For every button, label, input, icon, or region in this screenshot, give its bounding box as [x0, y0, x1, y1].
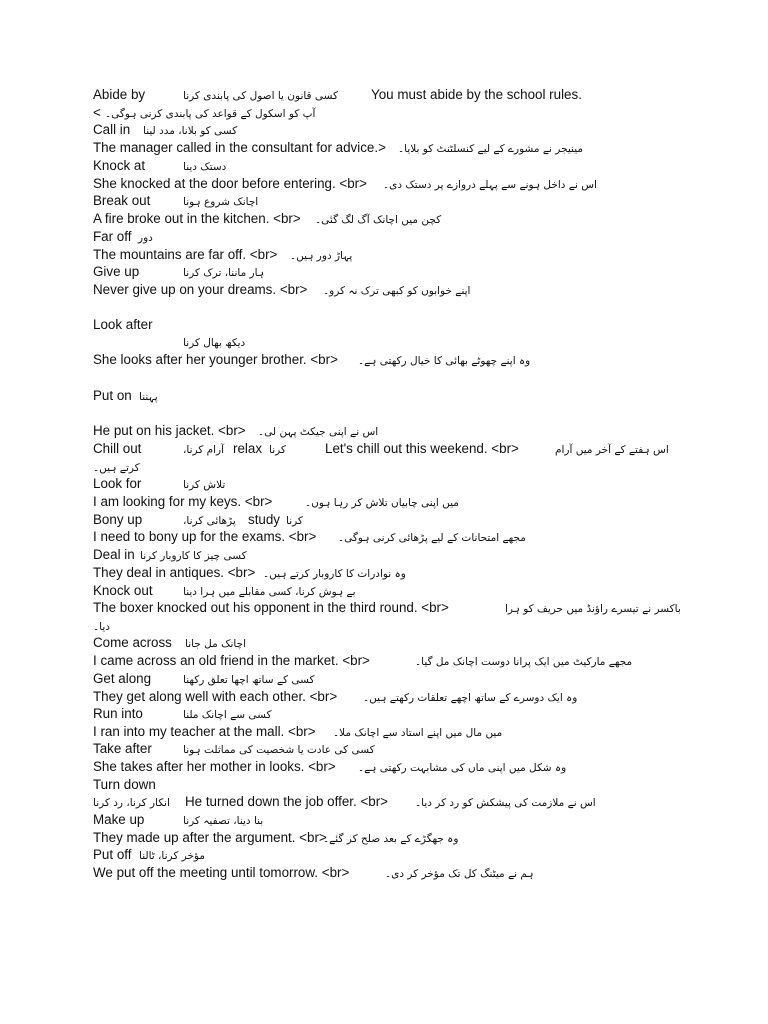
entry-line	[93, 617, 698, 635]
entry-line	[93, 475, 698, 493]
urdu-translation: مینیجر نے مشورے کے لیے کنسلٹنٹ کو بلایا۔	[398, 143, 583, 155]
urdu-translation: پہاڑ دور ہیں۔	[290, 250, 353, 262]
urdu-meaning: کسی کی عادت یا شخصیت کی مماثلت ہونا	[183, 744, 375, 756]
urdu-meaning: پہننا	[139, 391, 158, 403]
entry-line	[93, 723, 698, 741]
urdu-meaning: بے ہوش کرنا، کسی مقابلے میں ہرا دینا	[183, 586, 356, 598]
entry-line	[93, 652, 698, 670]
urdu-translation: اس ہفتے کے آخر میں آرام	[555, 444, 669, 456]
phrasal-verb: Make up	[93, 812, 145, 827]
entry-line	[93, 458, 698, 476]
urdu-meaning: انکار کرنا، رد کرنا	[93, 797, 170, 809]
entry-line	[93, 688, 698, 706]
entry-line	[93, 104, 698, 122]
example-sentence: I am looking for my keys. <br>	[93, 494, 273, 509]
urdu-meaning: مؤخر کرنا، ٹالنا	[139, 850, 205, 862]
example-sentence: The manager called in the consultant for advice.>	[93, 140, 386, 155]
urdu-meaning: تلاش کرنا	[183, 479, 226, 491]
urdu-meaning: دیکھ بھال کرنا	[183, 337, 246, 349]
entry-line	[93, 316, 698, 334]
entry-line	[93, 864, 698, 882]
example-sentence: I need to bony up for the exams. <br>	[93, 529, 317, 544]
entry-line	[93, 811, 698, 829]
urdu-translation: اس نے ملازمت کی پیشکش کو رد کر دیا۔	[415, 797, 596, 809]
example-sentence: They made up after the argument. <br>	[93, 830, 327, 845]
example-sentence: He turned down the job offer. <br>	[185, 794, 388, 809]
entry-line	[93, 281, 698, 299]
phrasal-verb: Knock at	[93, 158, 146, 173]
entry-line	[93, 829, 698, 847]
entry-line	[93, 422, 698, 440]
urdu-meaning: کسی چیز کا کاروبار کرنا	[140, 550, 247, 562]
urdu-translation: باکسر نے تیسرے راؤنڈ میں حریف کو ہرا	[505, 603, 681, 615]
urdu-translation: وہ نوادرات کا کاروبار کرتے ہیں۔	[263, 568, 406, 580]
phrasal-verb: Break out	[93, 193, 151, 208]
entry-line	[93, 493, 698, 511]
example-sentence: A fire broke out in the kitchen. <br>	[93, 211, 301, 226]
example-sentence: He put on his jacket. <br>	[93, 423, 246, 438]
phrasal-verb: Chill out	[93, 441, 142, 456]
entry-line	[93, 511, 698, 529]
urdu-meaning: اچانک شروع ہونا	[183, 196, 259, 208]
phrasal-verb: Give up	[93, 264, 140, 279]
urdu-translation: کچن میں اچانک آگ لگ گئی۔	[315, 214, 442, 226]
example-sentence: She takes after her mother in looks. <br>	[93, 759, 336, 774]
urdu-translation: آپ کو اسکول کے قواعد کی پابندی کرنی ہوگی۔	[105, 108, 316, 120]
entry-line	[93, 246, 698, 264]
example-sentence: They get along well with each other. <br>	[93, 689, 338, 704]
entry-line	[93, 210, 698, 228]
entry-line	[93, 546, 698, 564]
example-sentence: The boxer knocked out his opponent in the third round. <br>	[93, 600, 449, 615]
urdu-meaning-suffix: کرنا	[269, 444, 286, 456]
urdu-translation: وہ اپنے چھوٹے بھائی کا خیال رکھتی ہے۔	[358, 355, 531, 367]
example-sentence: The mountains are far off. <br>	[93, 247, 278, 262]
example-sentence: We put off the meeting until tomorrow. <br>	[93, 865, 350, 880]
entry-line	[93, 175, 698, 193]
urdu-meaning: بنا دینا، تصفیہ کرنا	[183, 815, 264, 827]
entry-line	[93, 528, 698, 546]
phrasal-verb: Put on	[93, 388, 132, 403]
urdu-meaning: کسی قانون یا اصول کی پابندی کرنا	[183, 90, 339, 102]
entry-line	[93, 157, 698, 175]
urdu-meaning: آرام کرنا،	[183, 444, 225, 456]
urdu-translation: مجھے امتحانات کے لیے پڑھائی کرنی ہوگی۔	[338, 532, 526, 544]
entry-line	[93, 564, 698, 582]
entry-line	[93, 705, 698, 723]
urdu-meaning: اچانک مل جانا	[185, 638, 246, 650]
urdu-meaning: دستک دینا	[183, 161, 227, 173]
urdu-meaning: ہار ماننا، ترک کرنا	[183, 267, 264, 279]
entry-line	[93, 121, 698, 139]
entry-line	[93, 228, 698, 246]
entry-line	[93, 793, 698, 811]
urdu-translation: وہ شکل میں اپنی ماں کی مشابہت رکھتی ہے۔	[358, 762, 567, 774]
entry-line	[93, 333, 698, 351]
urdu-translation: وہ ایک دوسرے کے ساتھ اچھے تعلقات رکھتے ہیں۔	[363, 692, 578, 704]
entry-line	[93, 387, 698, 405]
entry-line	[93, 192, 698, 210]
example-sentence: I ran into my teacher at the mall. <br>	[93, 724, 316, 739]
entry-line	[93, 582, 698, 600]
urdu-meaning: پڑھائی کرنا،	[183, 515, 236, 527]
entry-line	[93, 740, 698, 758]
example-sentence: I came across an old friend in the market. <br>	[93, 653, 370, 668]
urdu-translation-cont: دیا۔	[93, 621, 110, 633]
phrasal-verb: Knock out	[93, 583, 153, 598]
entry-line	[93, 440, 698, 458]
entry-line	[93, 670, 698, 688]
phrasal-verb: Abide by	[93, 87, 146, 102]
urdu-meaning: دور	[138, 232, 153, 244]
entry-line	[93, 846, 698, 864]
entry-line	[93, 263, 698, 281]
urdu-translation: وہ جھگڑے کے بعد صلح کر گئے۔	[323, 833, 459, 845]
entry-line	[93, 634, 698, 652]
phrasal-verb: Get along	[93, 671, 152, 686]
phrasal-verb: Far off	[93, 229, 132, 244]
phrasal-verb: Deal in	[93, 547, 135, 562]
urdu-translation: مجھے مارکیٹ میں ایک پرانا دوست اچانک مل گیا۔	[415, 656, 633, 668]
example-sentence: Never give up on your dreams. <br>	[93, 282, 308, 297]
urdu-translation: اپنے خوابوں کو کبھی ترک نہ کرو۔	[323, 285, 471, 297]
entry-line	[93, 351, 698, 369]
urdu-translation: اس نے اپنی جیکٹ پہن لی۔	[258, 426, 379, 438]
entry-line	[93, 139, 698, 157]
phrasal-verb: Run into	[93, 706, 143, 721]
entry-line	[93, 86, 698, 104]
phrasal-verb: Bony up	[93, 512, 143, 527]
phrasal-verb: Call in	[93, 122, 131, 137]
example-sentence: They deal in antiques. <br>	[93, 565, 256, 580]
english-gloss: relax	[233, 441, 263, 456]
example-sentence: She looks after her younger brother. <br>	[93, 352, 338, 367]
urdu-translation-cont: کرتے ہیں۔	[93, 462, 140, 474]
urdu-meaning: کسی کو بلانا، مدد لینا	[143, 125, 238, 137]
trailing-symbol: <	[93, 105, 101, 120]
example-sentence: You must abide by the school rules.	[371, 87, 582, 102]
urdu-translation: میں مال میں اپنے استاد سے اچانک ملا۔	[333, 727, 503, 739]
english-gloss: study	[248, 512, 281, 527]
urdu-meaning: کسی سے اچانک ملنا	[183, 709, 272, 721]
phrasal-verb: Take after	[93, 741, 152, 756]
phrasal-verb: Come across	[93, 635, 172, 650]
phrasal-verb: Turn down	[93, 777, 156, 792]
example-sentence: Let's chill out this weekend. <br>	[325, 441, 519, 456]
entry-line	[93, 599, 698, 617]
urdu-translation: میں اپنی چابیاں تلاش کر رہا ہوں۔	[305, 497, 459, 509]
entry-line	[93, 776, 698, 794]
phrasal-verb: Look for	[93, 476, 142, 491]
urdu-translation: اس نے داخل ہونے سے پہلے دروازے پر دستک دی۔	[383, 179, 597, 191]
entry-line	[93, 758, 698, 776]
urdu-meaning-suffix: کرنا	[286, 515, 303, 527]
urdu-meaning: کسی کے ساتھ اچھا تعلق رکھنا	[183, 674, 315, 686]
urdu-translation: ہم نے میٹنگ کل تک مؤخر کر دی۔	[385, 868, 534, 880]
phrasal-verb: Put off	[93, 847, 132, 862]
phrasal-verb: Look after	[93, 317, 153, 332]
example-sentence: She knocked at the door before entering. <br>	[93, 176, 367, 191]
